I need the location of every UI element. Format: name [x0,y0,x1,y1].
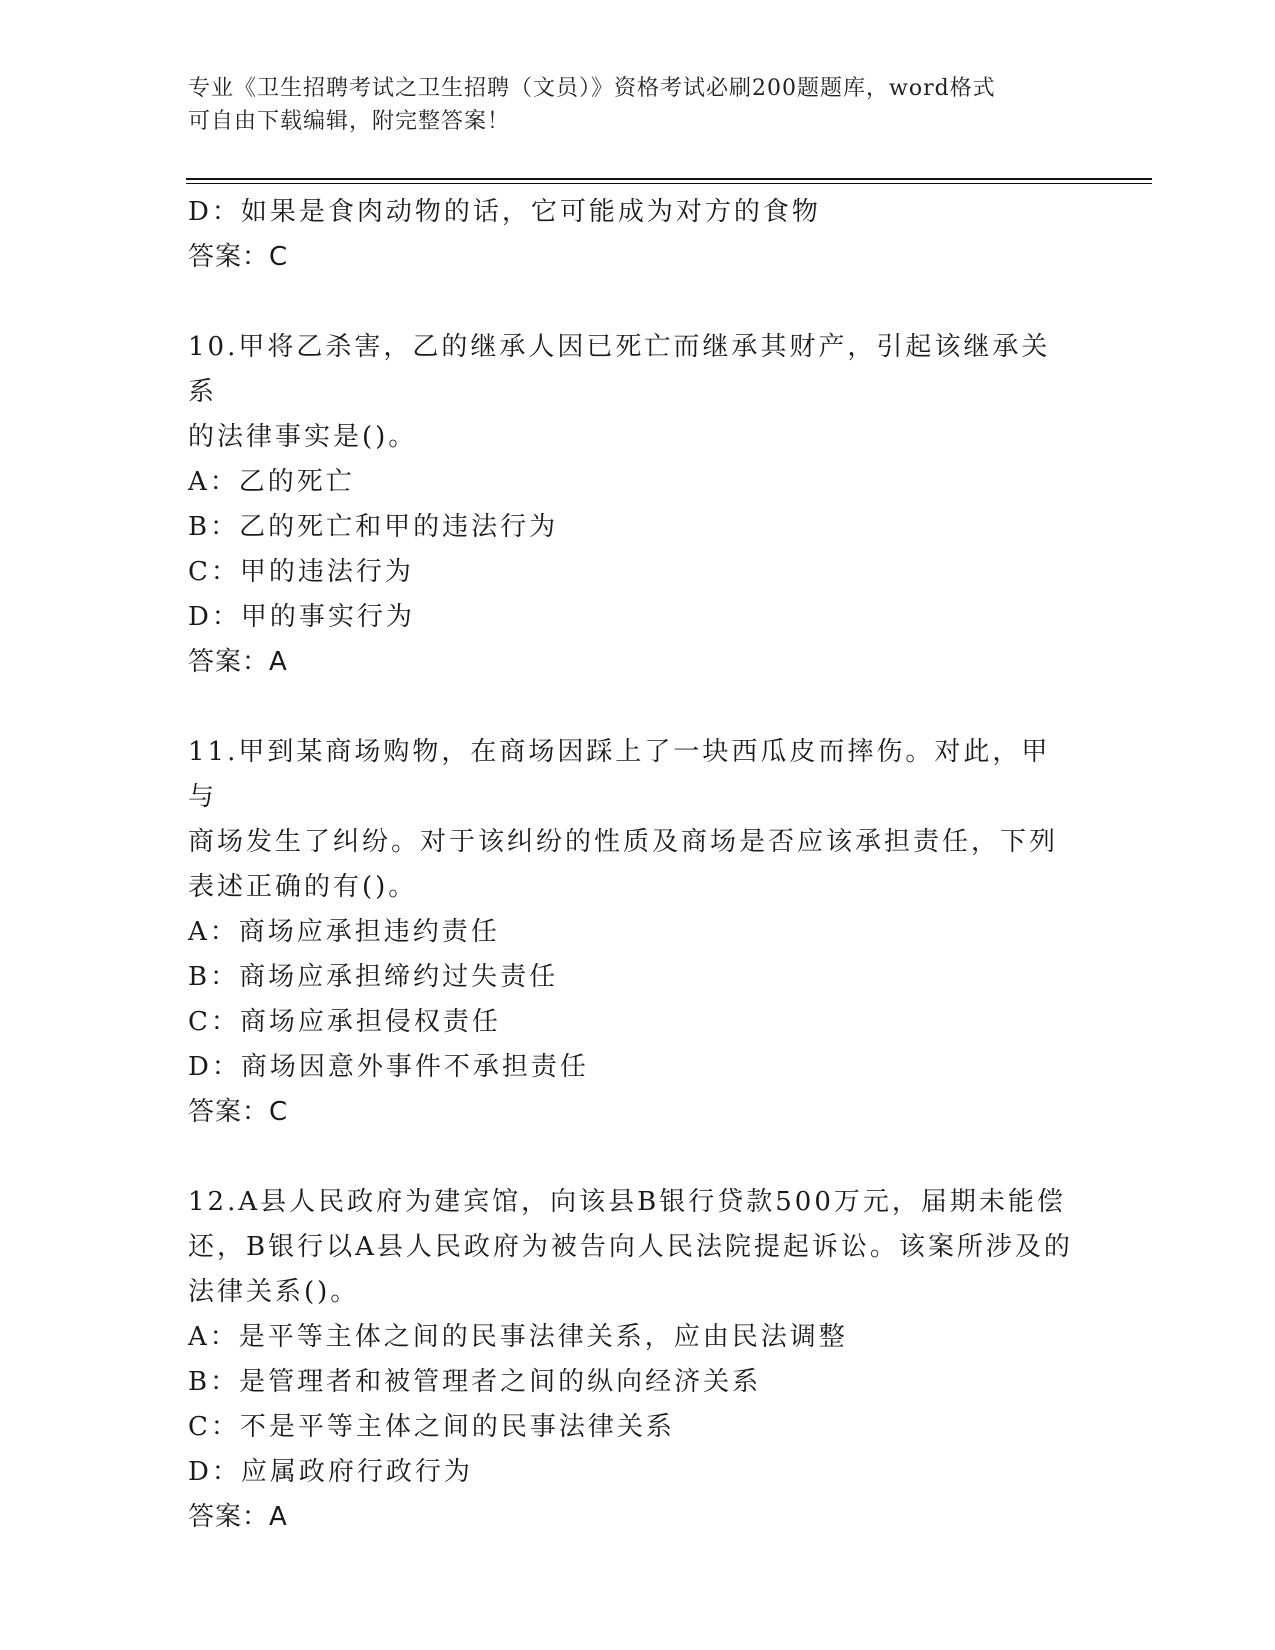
page-header [188,72,1068,138]
option-c: C：甲的违法行为 [188,557,414,587]
header-divider-thin [186,183,1152,184]
option-d: D：甲的事实行为 [188,602,415,632]
stem-line: 的法律事实是()。 [188,422,418,452]
option-b: B：是管理者和被管理者之间的纵向经济关系 [188,1367,762,1397]
option-a: A：商场应承担违约责任 [188,917,500,947]
carryover-question [188,190,1088,280]
question-stem [188,730,1073,910]
stem-line: 商场发生了纠纷。对于该纠纷的性质及商场是否应该承担责任，下列 [188,827,1059,857]
stem-line: 10.甲将乙杀害，乙的继承人因已死亡而继承其财产，引起该继承关系 [188,332,1051,407]
stem-line: 还，B银行以A县人民政府为被告向人民法院提起诉讼。该案所涉及的 [188,1232,1073,1262]
question-10 [188,325,1088,685]
answer-line: 答案：C [188,242,289,272]
question-11 [188,730,1088,1135]
question-stem [188,1180,1073,1315]
option-b: B：乙的死亡和甲的违法行为 [188,512,559,542]
stem-line: 12.A县人民政府为建宾馆，向该县B银行贷款500万元，届期未能偿 [188,1187,1066,1217]
stem-line: 11.甲到某商场购物，在商场因踩上了一块西瓜皮而摔伤。对此，甲与 [188,737,1051,812]
option-c: C：商场应承担侵权责任 [188,1007,501,1037]
answer-line: 答案：A [188,1502,288,1532]
option-a: A：是平等主体之间的民事法律关系，应由民法调整 [188,1322,848,1352]
option-d: D：如果是食肉动物的话，它可能成为对方的食物 [188,197,821,227]
stem-line: 法律关系()。 [188,1277,360,1307]
header-divider-thick [186,178,1152,180]
option-c: C：不是平等主体之间的民事法律关系 [188,1412,675,1442]
answer-line: 答案：A [188,647,288,677]
header-line-1: 专业《卫生招聘考试之卫生招聘（文员）》资格考试必刷200题题库，word格式 [188,76,996,101]
option-a: A：乙的死亡 [188,467,355,497]
header-line-2: 可自由下载编辑，附完整答案！ [188,109,511,134]
option-d: D：商场因意外事件不承担责任 [188,1052,589,1082]
stem-line: 表述正确的有()。 [188,872,418,902]
option-b: B：商场应承担缔约过失责任 [188,962,559,992]
document-body [188,190,1088,1540]
question-stem [188,325,1073,460]
answer-line: 答案：C [188,1097,289,1127]
question-12 [188,1180,1088,1540]
option-d: D：应属政府行政行为 [188,1457,473,1487]
